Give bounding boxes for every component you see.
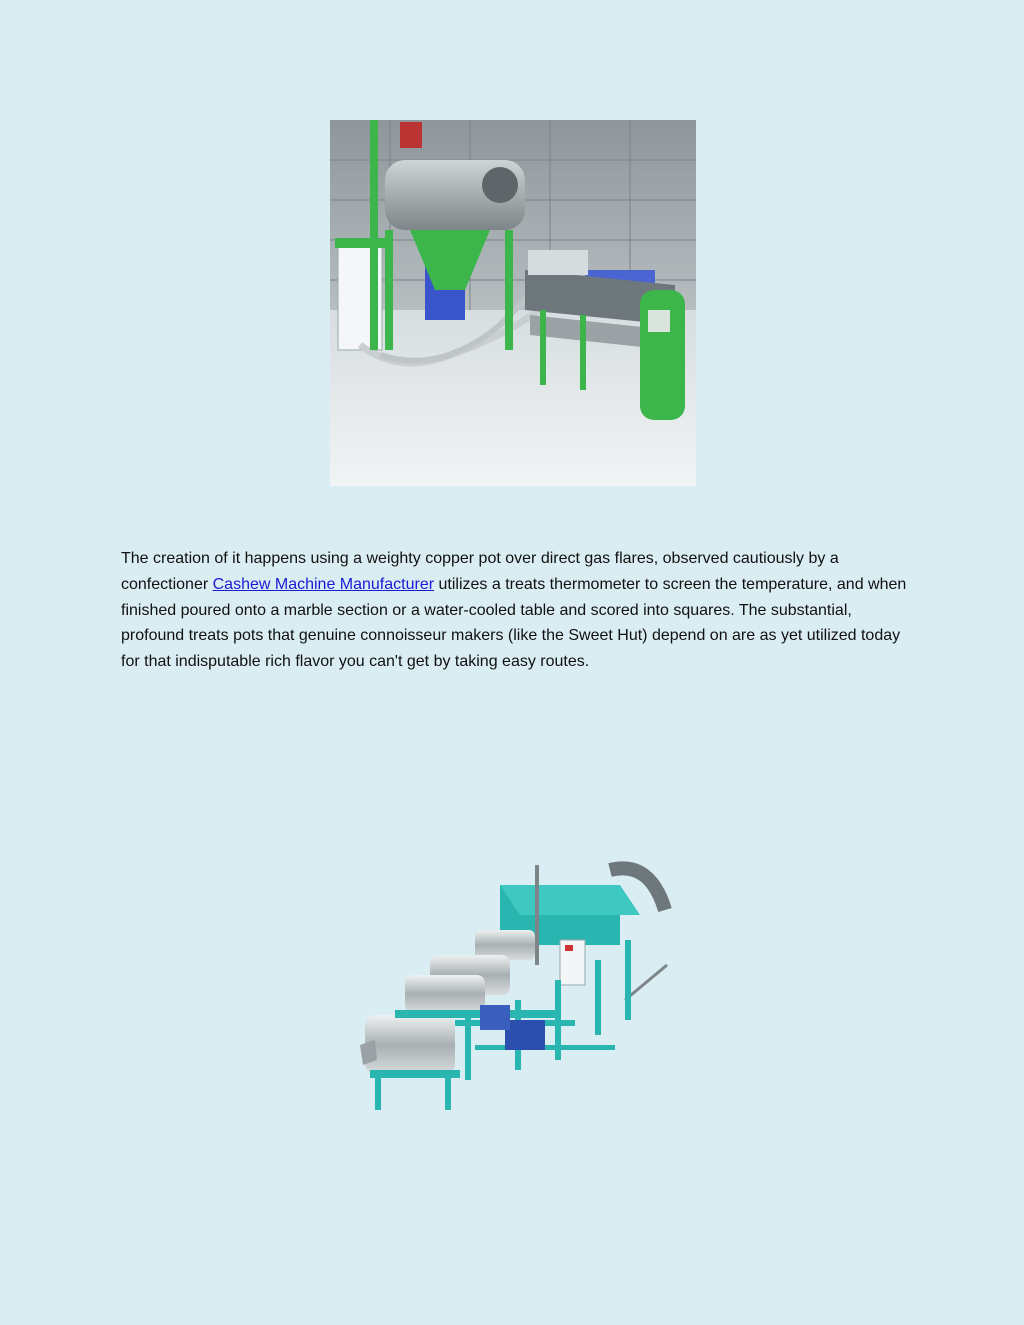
industrial-machine-photo	[330, 120, 696, 486]
paragraph-text-after-link: utilizes a treats thermometer to screen the temperature, and when finished poured onto a marble section or a water-cooled table and scored into squares. The substantial, profound treats pots that genuine connoisseur makers (like the Sweet Hut) depend on are as yet utilized today for that indisputable rich flavor you can't get by taking easy routes.	[121, 575, 907, 671]
cashew-machine-manufacturer-link[interactable]: Cashew Machine Manufacturer	[212, 575, 435, 593]
cashew-processing-machine-photo	[355, 860, 675, 1120]
paragraph-text-before-link: The creation of it happens using a weighty copper pot over direct gas flares, observed cautiously by a confectioner	[121, 550, 839, 593]
cashew-processing-machine-illustration	[355, 860, 675, 1120]
industrial-machine-illustration	[330, 120, 696, 486]
body-paragraph	[121, 546, 911, 675]
